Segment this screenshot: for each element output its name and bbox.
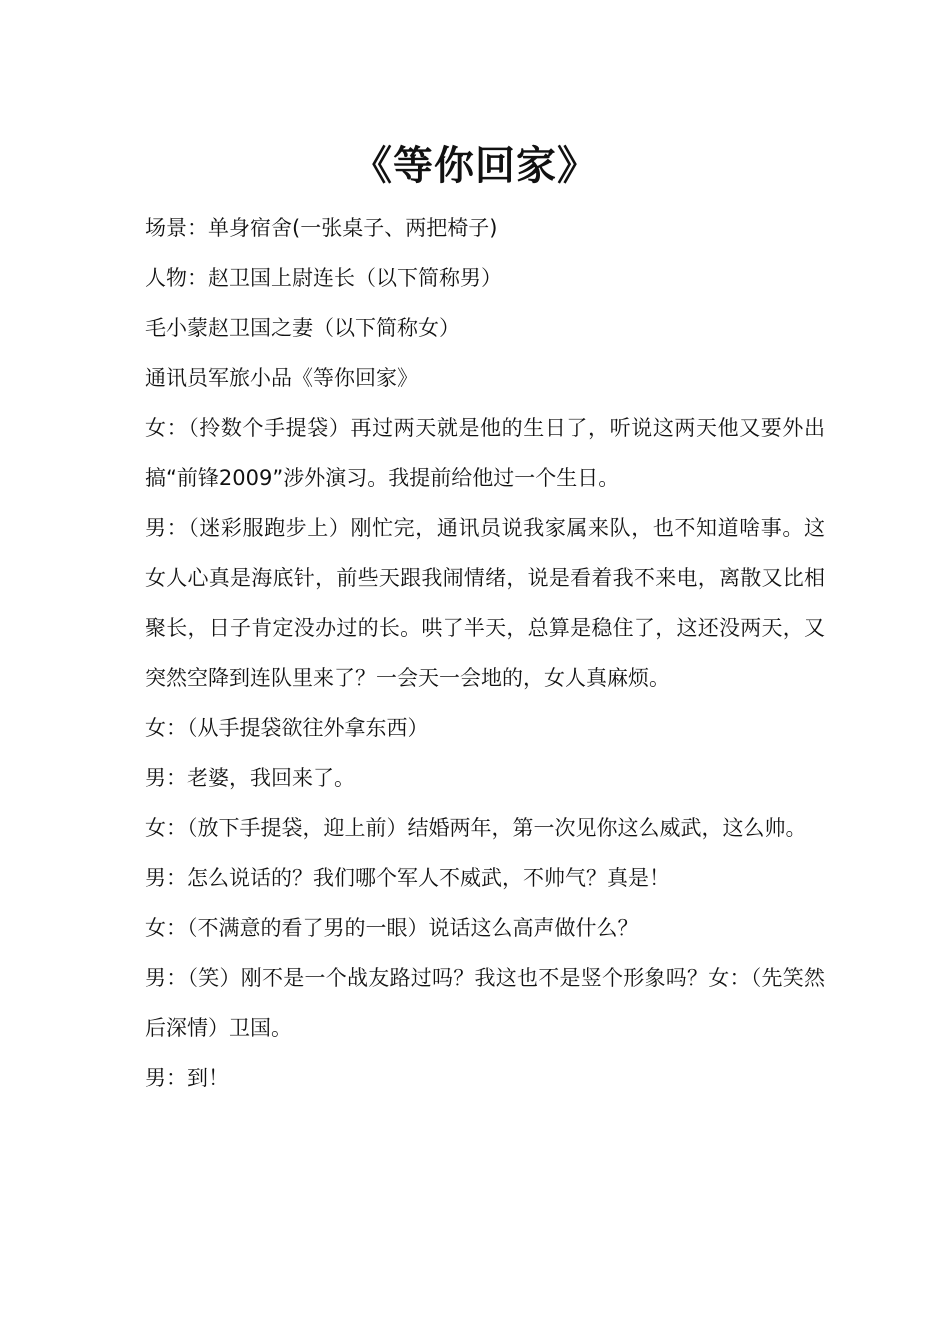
character-line-female: 毛小蒙赵卫国之妻（以下简称女） xyxy=(145,316,460,340)
scene-line: 场景：单身宿舍(一张桌子、两把椅子) xyxy=(145,216,498,240)
dialogue-paragraph: 男：（笑）刚不是一个战友路过吗？我这也不是竖个形象吗？女：（先笑然后深情）卫国。 xyxy=(145,966,825,1040)
dialogue-paragraph: 男：到！ xyxy=(145,1066,229,1090)
character-line-male: 人物：赵卫国上尉连长（以下简称男） xyxy=(145,266,502,290)
dialogue-paragraph: 男：（迷彩服跑步上）刚忙完，通讯员说我家属来队，也不知道啥事。这女人心真是海底针，前些天跟我闹情绪，说是看着我不来电，离散又比相聚长，日子肯定没办过的长。哄了半天，总算是稳住了，这还没两天，又突然空降到连队里来了？一会天一会地的，女人真麻烦。 xyxy=(145,516,825,690)
dialogue-paragraph: 女：（不满意的看了男的一眼）说话这么高声做什么？ xyxy=(145,916,639,940)
dialogue-paragraph: 女：（放下手提袋，迎上前）结婚两年，第一次见你这么威武，这么帅。 xyxy=(145,816,807,840)
dialogue-paragraph: 男：怎么说话的？我们哪个军人不威武，不帅气？真是！ xyxy=(145,866,670,890)
dialogue-paragraph: 女：（拎数个手提袋）再过两天就是他的生日了，听说这两天他又要外出搞“前锋2009”涉外演习。我提前给他过一个生日。 xyxy=(145,416,825,490)
byline: 通讯员军旅小品《等你回家》 xyxy=(145,366,418,390)
dialogue-paragraph: 女：（从手提袋欲往外拿东西） xyxy=(145,716,429,740)
dialogue-paragraph: 男：老婆，我回来了。 xyxy=(145,766,355,790)
document-body xyxy=(145,203,825,1103)
document-title: 《等你回家》 xyxy=(352,143,598,189)
